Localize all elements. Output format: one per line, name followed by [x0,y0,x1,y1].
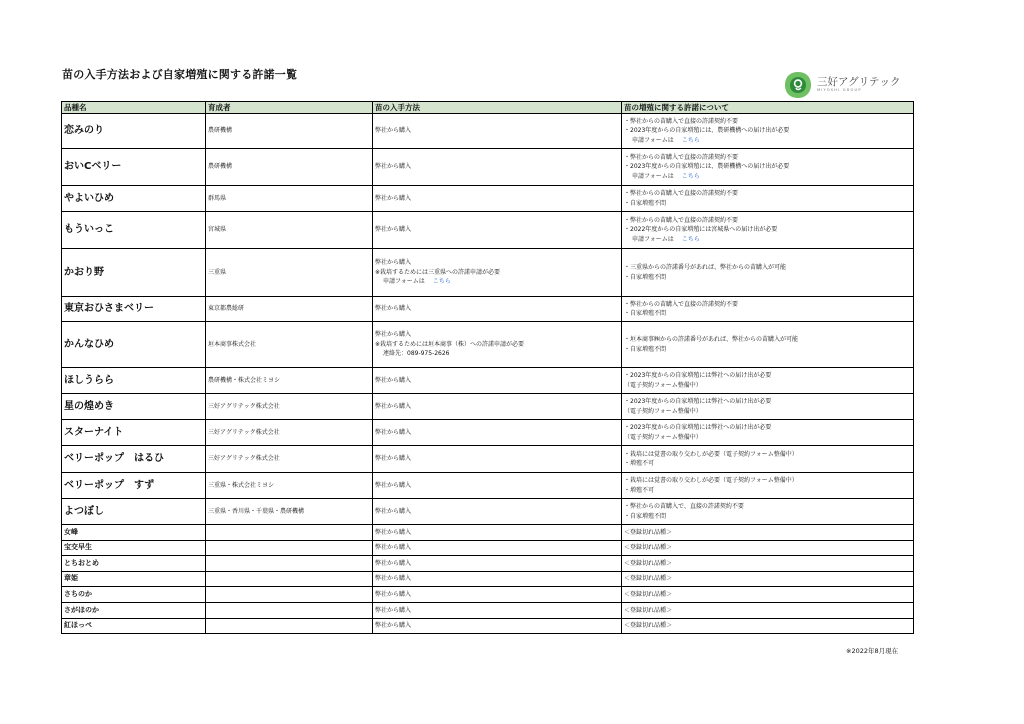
breeder-cell: 宮城県 [206,212,373,249]
table-row [62,186,914,212]
table-header-row [62,102,914,114]
permission-line: ・自家増殖不問 [624,273,667,281]
variety-name: さがほのか [62,602,206,618]
permission-line: ・自家増殖不問 [624,310,667,317]
permission-line: ・2023年度からの自家増殖には弊社への届け出が必要 [624,398,772,405]
method-cell [373,212,622,249]
permission-cell: ＜登録切れ品種＞ [622,525,914,541]
permission-line: ・三重県からの許諾番号があれば、弊社からの苗購入が可能 [624,264,787,271]
permission-line: ・2023年度からの自家増殖には弊社への届け出が必要 [624,424,772,431]
permission-line: ・自家増殖不問 [624,512,667,520]
permission-line: ・2022年度からの自家増殖には宮城県への届け出が必要 [624,226,778,234]
form-link[interactable]: こちら [681,235,700,243]
breeder-cell [206,602,373,618]
method-line: 弊社から購入 [375,507,412,515]
form-label: 申請フォームは [632,136,674,144]
table-row [62,525,914,541]
form-label: 申請フォームは [632,172,674,180]
method-cell [373,249,622,297]
application-form-line [624,172,911,182]
permission-cell [622,499,914,525]
permission-cell [622,149,914,186]
miyoshi-leaf-logo-icon [783,70,813,100]
contact-line: 連絡先：089-975-2626 [383,350,450,358]
method-line: 弊社から購入 [375,455,412,463]
method-cell [373,446,622,473]
table-row [62,556,914,572]
method-cell [373,394,622,420]
method-cell: 弊社から購入 [373,540,622,556]
method-cell: 弊社から購入 [373,602,622,618]
permission-cell [622,446,914,473]
variety-name: 東京おひさまベリー [62,297,206,322]
breeder-cell: 垣本商事株式会社 [206,322,373,368]
breeder-cell [206,618,373,634]
permission-cell [622,249,914,297]
breeder-cell: 三重県・香川県・千葉県・農研機構 [206,499,373,525]
permission-cell [622,368,914,394]
method-line: 弊社から購入 [375,481,412,489]
permission-cell [622,394,914,420]
method-cell [373,297,622,322]
permission-cell: ＜登録切れ品種＞ [622,618,914,634]
breeder-cell: 三好アグリテック株式会社 [206,394,373,420]
variety-name: ベリーポップ すず [62,473,206,499]
permission-table [61,101,914,634]
method-cell [373,149,622,186]
table-row [62,322,914,368]
method-cell [373,322,622,368]
table-row [62,540,914,556]
table-row [62,446,914,473]
permission-line: ・2023年度からの自家増殖には、農研機構への届け出が必要 [624,163,790,171]
permission-line: ・自家増殖不問 [624,345,667,353]
method-cell: 弊社から購入 [373,525,622,541]
method-cell [373,368,622,394]
method-cell: 弊社から購入 [373,618,622,634]
breeder-cell [206,571,373,587]
table-row [62,249,914,297]
method-cell [373,114,622,149]
variety-name: ほしうらら [62,368,206,394]
method-line: 弊社から購入 [375,402,412,410]
permission-cell [622,420,914,446]
permission-cell [622,212,914,249]
permission-line: （電子契約フォーム整備中） [624,407,702,415]
permission-cell [622,322,914,368]
method-line: 弊社から購入 [375,305,412,313]
table-row [62,571,914,587]
permission-line: ・弊社からの苗購入で、直接の許諾契約不要 [624,503,744,510]
method-line: 弊社から購入 [375,163,412,171]
permission-line: ・自家増殖不問 [624,199,667,207]
permission-line: ・増殖不可 [624,460,655,467]
breeder-cell: 農研機構・株式会社ミヨシ [206,368,373,394]
form-link[interactable]: こちら [432,278,451,286]
method-cell: 弊社から購入 [373,587,622,603]
method-line: 弊社から購入 [375,331,412,339]
permission-line: ・弊社からの苗購入で直接の許諾契約不要 [624,190,739,197]
method-line: 弊社から購入 [375,226,412,234]
variety-name: 宝交早生 [62,540,206,556]
permission-cell [622,473,914,499]
breeder-cell: 三好アグリテック株式会社 [206,420,373,446]
permission-cell [622,186,914,212]
method-line: 弊社から購入 [375,194,412,202]
application-form-line [624,136,911,146]
permission-line: ・増殖不可 [624,486,655,494]
table-row [62,618,914,634]
variety-name: 女峰 [62,525,206,541]
variety-name: 恋みのり [62,114,206,149]
method-cell [373,499,622,525]
permission-line: ・弊社からの苗購入で直接の許諾契約不要 [624,216,739,224]
permission-line: ・栽培には覚書の取り交わしが必要（電子契約フォーム整備中） [624,450,798,458]
method-cell: 弊社から購入 [373,556,622,572]
variety-name: 章姫 [62,571,206,587]
page-title: 苗の入手方法および自家増殖に関する許諾一覧 [62,68,298,81]
table-row [62,499,914,525]
method-line: 弊社から購入 [375,259,412,267]
method-line: 弊社から購入 [375,376,412,384]
permission-line: ・2023年度からの自家増殖には弊社への届け出が必要 [624,372,772,379]
breeder-cell [206,587,373,603]
method-line: ※栽培するためには垣本商事（株）への許諾申請が必要 [375,340,525,348]
variety-name: スターナイト [62,420,206,446]
table-row [62,602,914,618]
table-row [62,473,914,499]
permission-line: ・栽培には覚書の取り交わしが必要（電子契約フォーム整備中） [624,477,798,484]
variety-name: 紅ほっぺ [62,618,206,634]
breeder-cell: 三好アグリテック株式会社 [206,446,373,473]
breeder-cell: 東京都農総研 [206,297,373,322]
company-logo [783,70,903,100]
form-label: 申請フォームは [632,235,674,243]
logo-name: 三好アグリテック [817,76,901,88]
method-cell [373,473,622,499]
permission-line: ・2023年度からの自家増殖には、農研機構への届け出が必要 [624,127,790,135]
permission-line: ・弊社からの苗購入で直接の許諾契約不要 [624,300,739,308]
permission-cell: ＜登録切れ品種＞ [622,571,914,587]
table-row [62,297,914,322]
permission-cell [622,297,914,322]
permission-cell: ＜登録切れ品種＞ [622,556,914,572]
breeder-cell [206,556,373,572]
permission-cell [622,114,914,149]
permission-cell: ＜登録切れ品種＞ [622,540,914,556]
permission-cell: ＜登録切れ品種＞ [622,602,914,618]
form-link[interactable]: こちら [681,136,700,144]
variety-name: ベリーポップ はるひ [62,446,206,473]
table-row [62,368,914,394]
table-row [62,394,914,420]
variety-name: 星の煌めき [62,394,206,420]
variety-name: もういっこ [62,212,206,249]
variety-name: さちのか [62,587,206,603]
method-line: 弊社から購入 [375,428,412,436]
breeder-cell: 三重県・株式会社ミヨシ [206,473,373,499]
form-label: 申請フォームは [383,278,425,286]
table-row [62,212,914,249]
permission-cell: ＜登録切れ品種＞ [622,587,914,603]
breeder-cell: 三重県 [206,249,373,297]
table-row [62,587,914,603]
method-cell [373,186,622,212]
application-form-line [624,235,911,245]
variety-name: かおり野 [62,249,206,297]
header-breeder: 育成者 [206,102,373,114]
breeder-cell: 農研機構 [206,114,373,149]
breeder-cell: 農研機構 [206,149,373,186]
permission-line: （電子契約フォーム整備中） [624,381,702,389]
variety-name: やよいひめ [62,186,206,212]
breeder-cell [206,540,373,556]
variety-name: かんなひめ [62,322,206,368]
table-row [62,114,914,149]
method-line: ※栽培するためには三重県への許諾申請が必要 [375,268,501,276]
header-method: 苗の入手方法 [373,102,622,114]
permission-line: （電子契約フォーム整備中） [624,433,702,441]
table-row [62,420,914,446]
header-variety: 品種名 [62,102,206,114]
method-cell: 弊社から購入 [373,571,622,587]
header-permission: 苗の増殖に関する許諾について [622,102,914,114]
variety-name: とちおとめ [62,556,206,572]
logo-subtitle: MIYOSHI GROUP [817,88,862,92]
variety-name: おいCベリー [62,149,206,186]
permission-line: ・弊社からの苗購入で直接の許諾契約不要 [624,117,739,125]
form-link[interactable]: こちら [681,172,700,180]
permission-line: ・弊社からの苗購入で直接の許諾契約不要 [624,153,739,161]
breeder-cell [206,525,373,541]
permission-line: ・垣本商事㈱からの許諾番号があれば、弊社からの苗購入が可能 [624,336,799,343]
table-row [62,149,914,186]
method-line: 弊社から購入 [375,127,412,135]
method-form-line [375,277,619,287]
date-footnote: ※2022年8月現在 [846,647,899,655]
breeder-cell: 群馬県 [206,186,373,212]
method-cell [373,420,622,446]
variety-name: よつぼし [62,499,206,525]
